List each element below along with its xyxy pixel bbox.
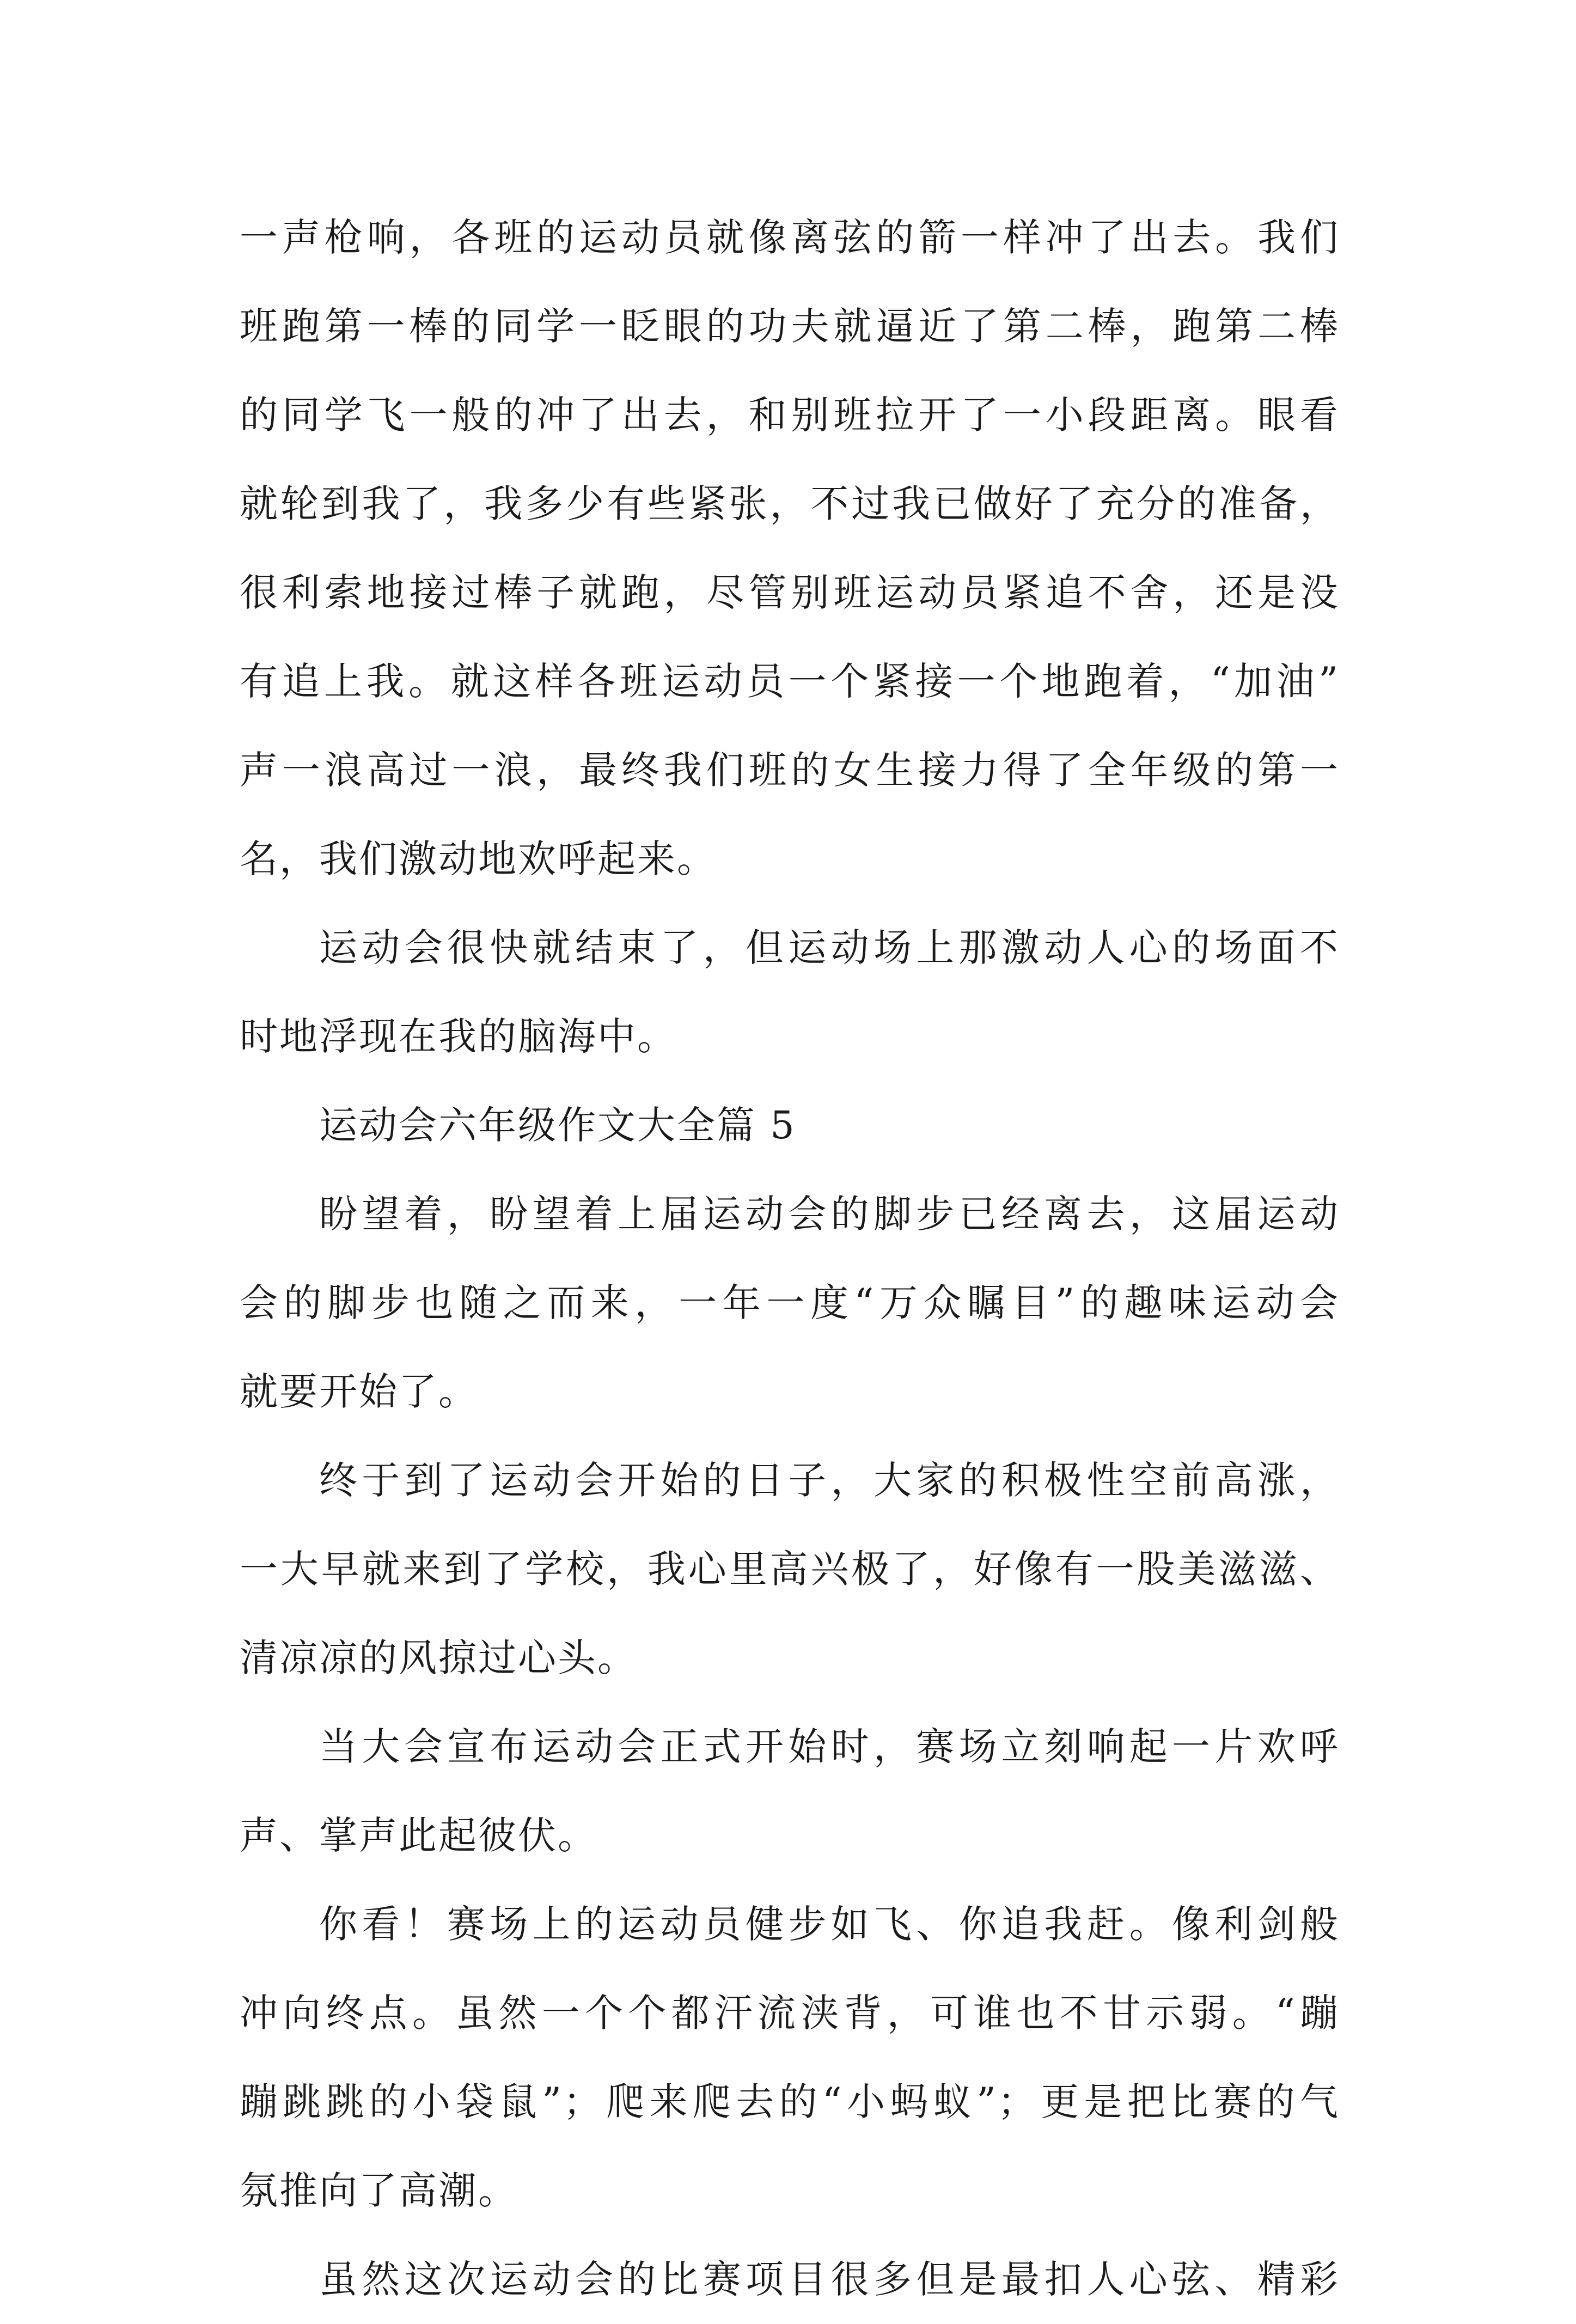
text-line: 就轮到我了，我多少有些紧张，不过我已做好了充分的准备， — [240, 481, 1340, 526]
article-body — [240, 193, 1340, 2324]
text-line: 氛推向了高潮。 — [240, 2168, 518, 2213]
paragraph-first-line: 运动会很快就结束了，但运动场上那激动人心的场面不 — [319, 925, 1340, 970]
paragraph-first-line: 终于到了运动会开始的日子，大家的积极性空前高涨， — [319, 1458, 1340, 1503]
text-line: 冲向终点。虽然一个个都汗流浃背，可谁也不甘示弱。“蹦 — [240, 1991, 1340, 2035]
paragraph-first-line: 虽然这次运动会的比赛项目很多但是最扣人心弦、精彩 — [319, 2257, 1340, 2302]
section-heading: 运动会六年级作文大全篇 5 — [319, 1103, 796, 1148]
paragraph-first-line: 盼望着，盼望着上届运动会的脚步已经离去，这届运动 — [319, 1192, 1340, 1236]
paragraph-first-line: 你看！赛场上的运动员健步如飞、你追我赶。像利剑般 — [319, 1902, 1340, 1947]
text-line: 声、掌声此起彼伏。 — [240, 1813, 597, 1858]
text-line: 班跑第一棒的同学一眨眼的功夫就逼近了第二棒，跑第二棒 — [240, 304, 1340, 349]
text-line: 名，我们激动地欢呼起来。 — [240, 837, 717, 881]
paragraph-first-line: 当大会宣布运动会正式开始时，赛场立刻响起一片欢呼 — [319, 1724, 1340, 1769]
text-line: 声一浪高过一浪，最终我们班的女生接力得了全年级的第一 — [240, 748, 1340, 792]
text-line: 时地浮现在我的脑海中。 — [240, 1014, 677, 1059]
text-line: 清凉凉的风掠过心头。 — [240, 1636, 637, 1680]
text-line: 一大早就来到了学校，我心里高兴极了，好像有一股美滋滋、 — [240, 1547, 1340, 1591]
text-line: 会的脚步也随之而来，一年一度“万众瞩目”的趣味运动会 — [240, 1280, 1340, 1325]
text-line: 蹦跳跳的小袋鼠”；爬来爬去的“小蚂蚁”；更是把比赛的气 — [240, 2079, 1340, 2124]
text-line: 就要开始了。 — [240, 1369, 478, 1414]
text-line: 有追上我。就这样各班运动员一个紧接一个地跑着，“加油” — [240, 659, 1340, 704]
text-line: 一声枪响，各班的运动员就像离弦的箭一样冲了出去。我们 — [240, 215, 1340, 260]
text-line: 很利索地接过棒子就跑，尽管别班运动员紧追不舍，还是没 — [240, 570, 1340, 615]
text-line: 的同学飞一般的冲了出去，和别班拉开了一小段距离。眼看 — [240, 393, 1340, 437]
